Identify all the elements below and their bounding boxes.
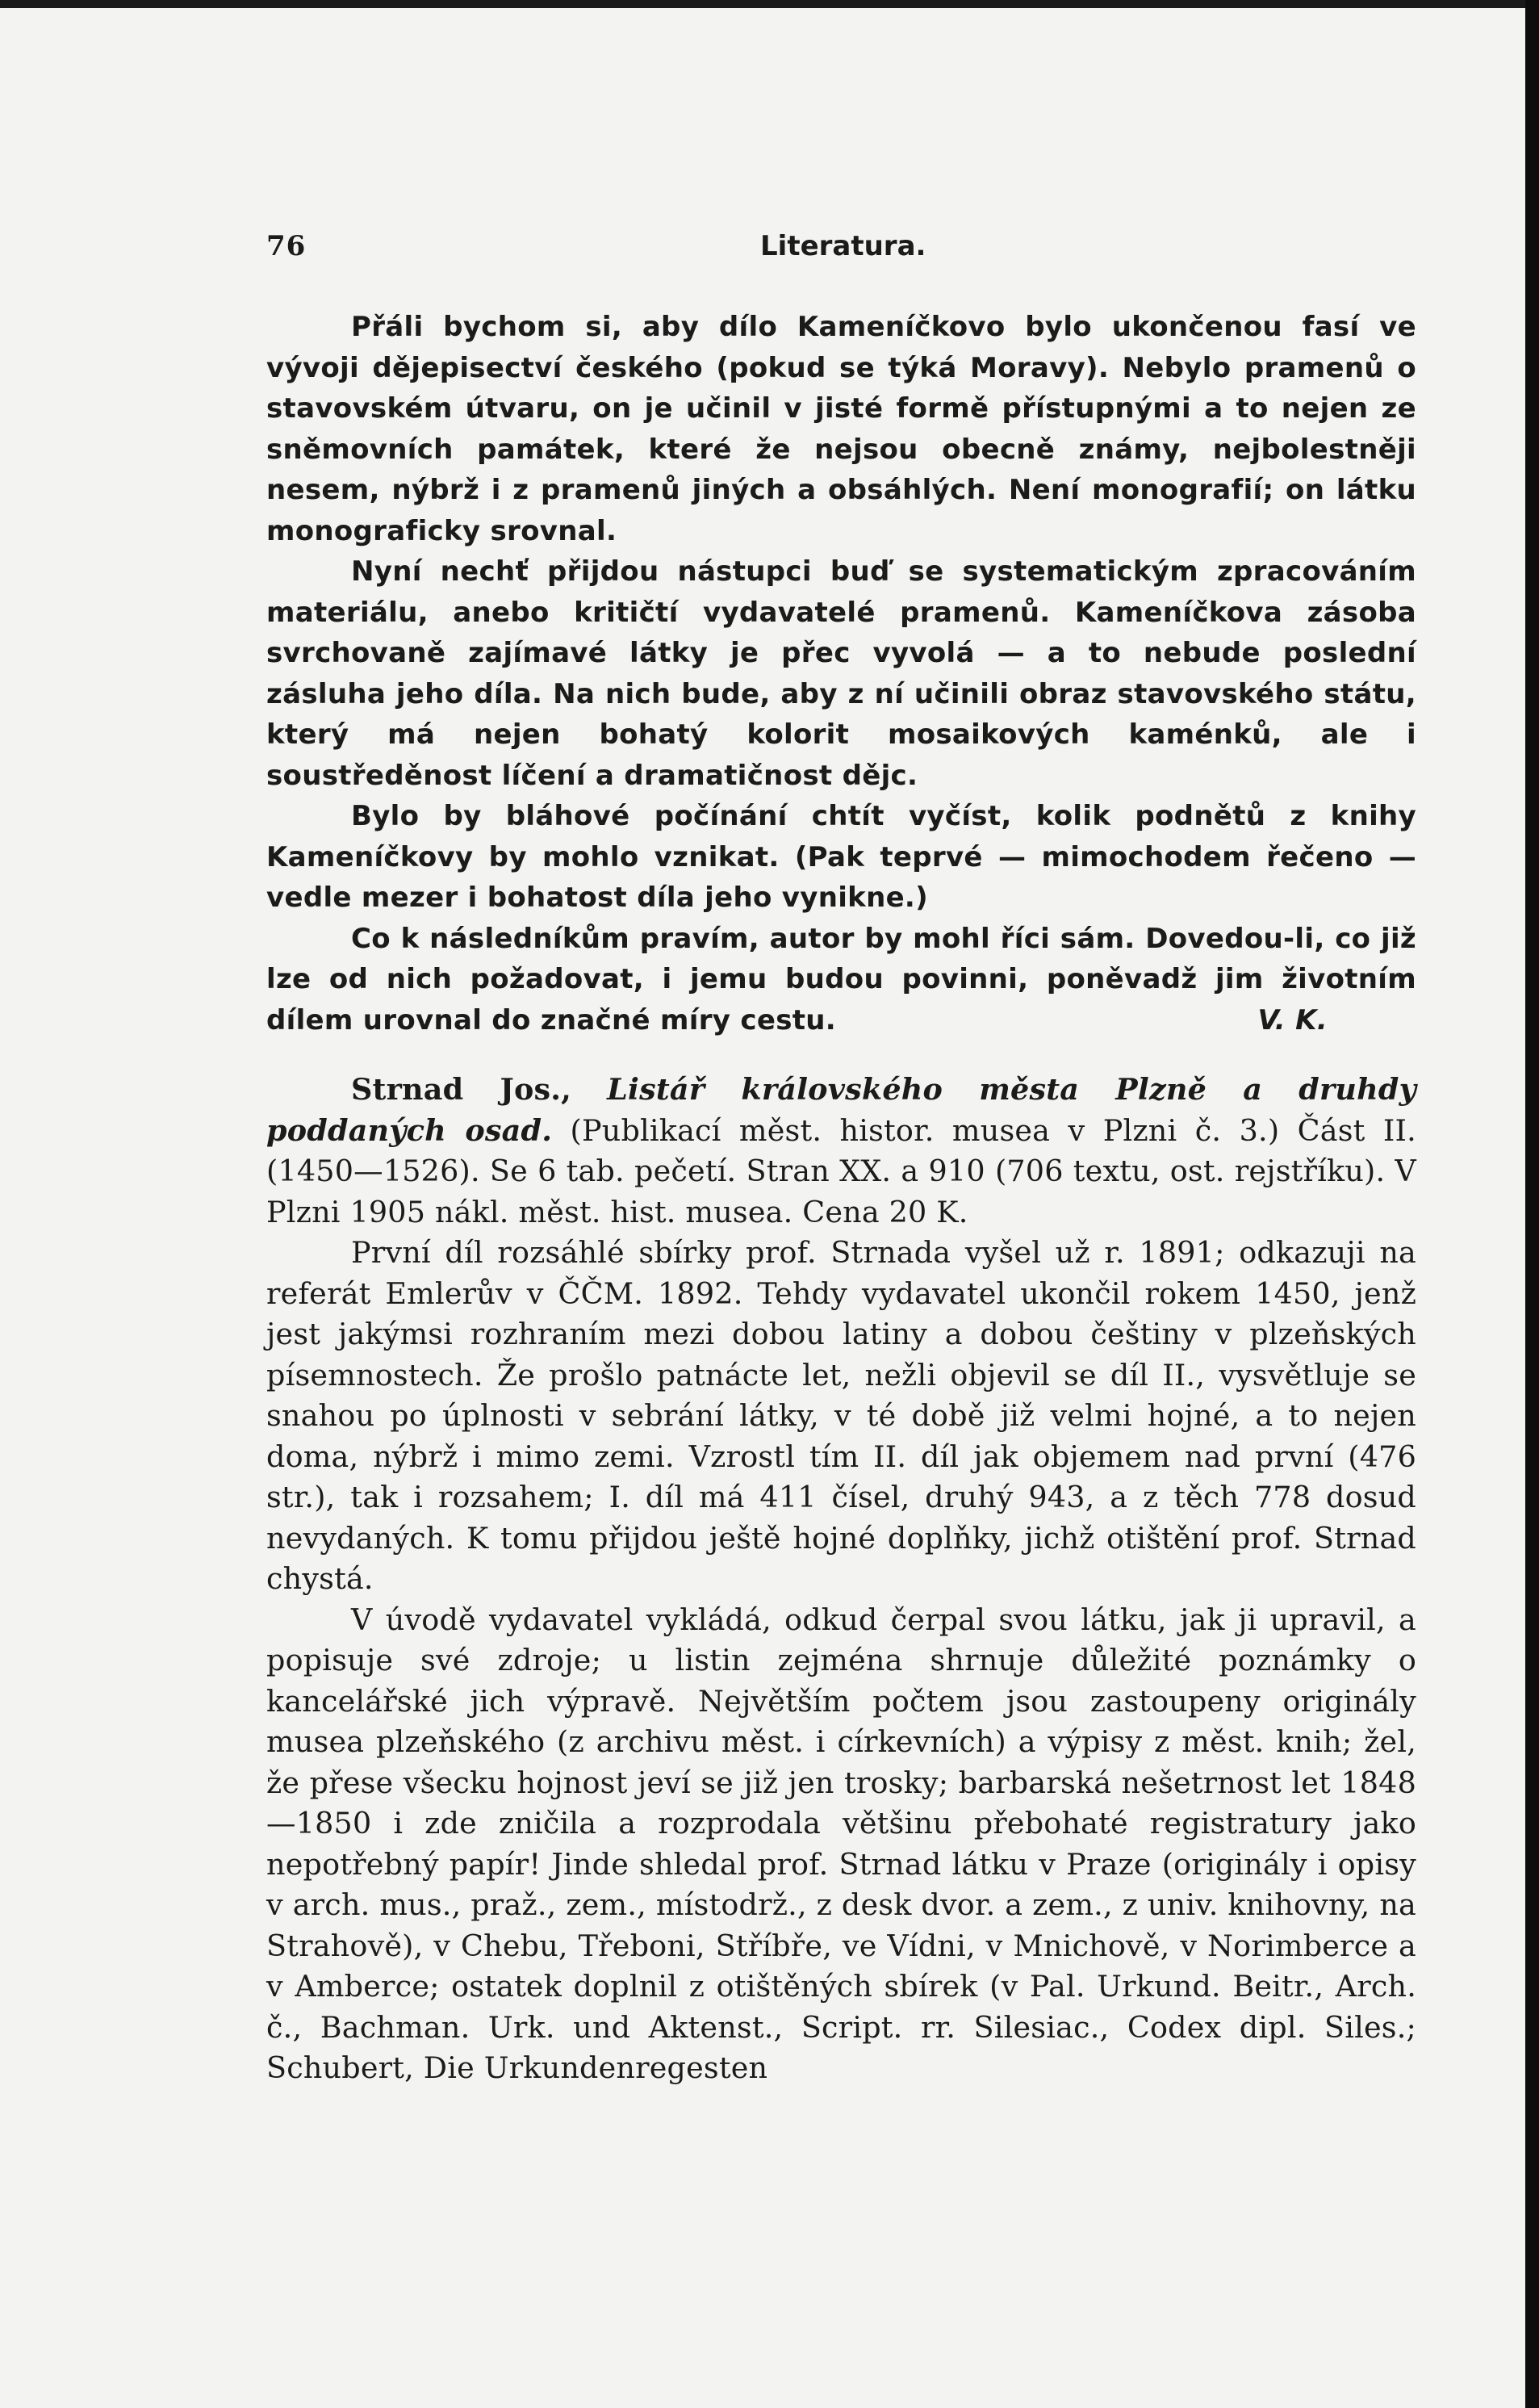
running-title: Literatura. [760, 230, 926, 262]
page-number: 76 [266, 230, 307, 262]
paragraph-7: V úvodě vydavatel vykládá, odkud čerpal svou látku, jak ji upravil, a popisuje své zdroje; u listin zejména shrnuje důležité poznámky o kancelářské jich výpravě. Největším počtem jsou zastoupeny originály musea plzeňského (z archivu měst. i církevních) a výpisy z měst. knih; žel, že přese všecku hojnost jeví se již jen trosky; barbarská nešetrnost let 1848—1850 i zde zničila a rozprodala většinu přebohaté registratury jako nepotřebný papír! Jinde shledal prof. Strnad látku v Praze (originály i opisy v arch. mus., praž., zem., místodrž., z desk dvor. a zem., z univ. knihovny, na Strahově), v Chebu, Třeboni, Stříbře, ve Vídni, v Mnichově, v Norimberce a v Amberce; ostatek doplnil z otištěných sbírek (v Pal. Urkund. Beitr., Arch. č., Bachman. Urk. und Aktenst., Script. rr. Silesiac., Codex dipl. Siles.; Schubert, Die Urkundenregesten [266, 1602, 1416, 2085]
paragraph-4 [266, 919, 1416, 1041]
page-header [266, 230, 1420, 278]
top-edge [0, 0, 1525, 8]
paragraph-3: Bylo by bláhové počínání chtít vyčíst, kolik podnětů z knihy Kameníčkovy by mohlo vznikat. (Pak teprvé — mimochodem řečeno — vedle mezer i bohatost díla jeho vynikne.) [266, 800, 1416, 914]
review-heading [266, 1070, 1416, 1233]
body-text [266, 307, 1416, 2089]
paragraph-4-text: Co k následníkům pravím, autor by mohl říci sám. Dovedou-li, co již lze od nich požadovat, i jemu budou povinni, poněvadž jim životním dílem urovnal do značné míry cestu. [266, 922, 1416, 1036]
signature: V. K. [1257, 1003, 1328, 1036]
review-book-title: Listář královského města Plzně a druhdy poddaných osad. [266, 1072, 1416, 1148]
paragraph-2: Nyní nechť přijdou nástupci buď se systematickým zpracováním materiálu, anebo kritičtí vydavatelé pramenů. Kameníčkova zásoba svrchovaně zajímavé látky je přec vyvolá — a to nebude poslední zásluha jeho díla. Na nich bude, aby z ní učinili obraz stavovského státu, který má nejen bohatý kolorit mosaikových kaménků, ale i soustředěnost líčení a dramatičnost dějc. [266, 555, 1416, 792]
paragraph-1: Přáli bychom si, aby dílo Kameníčkovo bylo ukončenou fasí ve vývoji dějepisectví českého (pokud se týká Moravy). Nebylo pramenů o stavovském útvaru, on je učinil v jisté formě přístupnými a to nejen ze sněmovních památek, které že nejsou obecně známy, nejbolestněji nesem, nýbrž i z pramenů jiných a obsáhlých. Není monografií; on látku monograficky srovnal. [266, 311, 1416, 547]
paragraph-6: První díl rozsáhlé sbírky prof. Strnada vyšel už r. 1891; odkazuji na referát Emlerův v ČČM. 1892. Tehdy vydavatel ukončil rokem 1450, jenž jest jakýmsi rozhraním mezi dobou latiny a dobou češtiny v plzeňských písemnostech. Že prošlo patnácte let, nežli objevil se díl II., vysvětluje se snahou po úplnosti v sebrání látky, v té době již velmi hojné, a to nejen doma, nýbrž i mimo zemi. Vzrostl tím II. díl jak objemem nad první (476 str.), tak i rozsahem; I. díl má 411 čísel, druhý 943, a z těch 778 dosud nevydaných. K tomu přijdou ještě hojné doplňky, jichž otištění prof. Strnad chystá. [266, 1235, 1416, 1596]
review-bibliographic-details: (Publikací měst. histor. musea v Plzni č. 3.) Část II. (1450—1526). Se 6 tab. pečetí. Stran XX. a 910 (706 textu, ost. rejstříku). V Plzni 1905 nákl. měst. hist. musea. Cena 20 K. [266, 1112, 1416, 1229]
section-gap [266, 1041, 1416, 1070]
review-author: Strnad Jos., [351, 1072, 572, 1107]
page-right-edge [1525, 0, 1539, 2408]
